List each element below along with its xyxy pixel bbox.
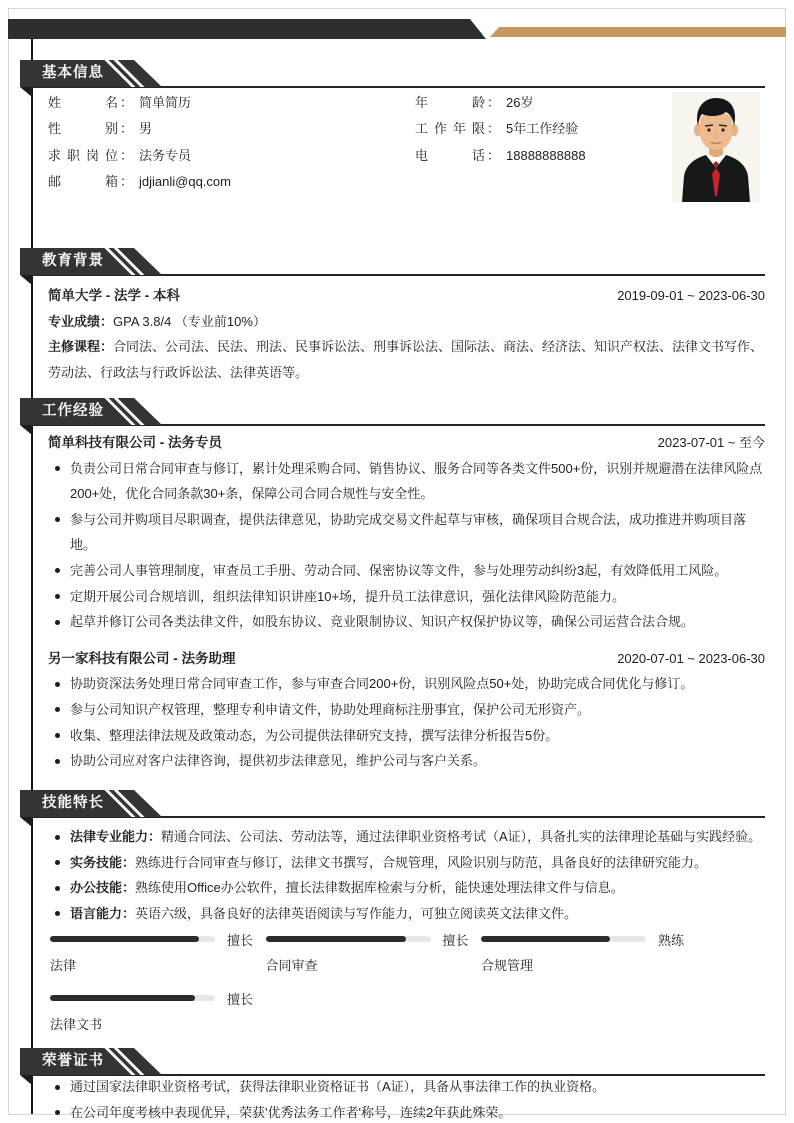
field-colon: ： bbox=[487, 121, 501, 137]
field-colon: ： bbox=[120, 95, 134, 110]
field-gender bbox=[48, 116, 388, 142]
field-work-years bbox=[415, 116, 658, 142]
skill-label: 实务技能： bbox=[70, 854, 136, 870]
education-courses-row bbox=[48, 334, 765, 385]
field-label: 邮箱 bbox=[48, 173, 118, 189]
section-title: 工作经验 bbox=[42, 403, 104, 419]
skill-name: 法律文书 bbox=[50, 1017, 103, 1032]
field-value: 法务专员 bbox=[139, 147, 192, 163]
company-position: 另一家科技有限公司 - 法务助理 bbox=[48, 650, 236, 666]
skill-bar bbox=[266, 930, 482, 975]
section-title: 荣誉证书 bbox=[42, 1053, 104, 1069]
skill-bar-fill bbox=[50, 936, 199, 942]
job-header bbox=[48, 430, 765, 456]
basic-info-left-column bbox=[48, 90, 388, 195]
skill-bars-block bbox=[50, 930, 765, 1034]
skill-label: 办公技能： bbox=[70, 880, 136, 896]
field-value: 26岁 bbox=[506, 95, 534, 110]
ribbon-stripe-icon bbox=[110, 786, 149, 821]
skill-bullet bbox=[48, 875, 765, 901]
row-label: 主修课程： bbox=[48, 339, 114, 355]
field-colon: ： bbox=[120, 147, 134, 163]
skill-text: 英语六级，具备良好的法律英语阅读与写作能力，可独立阅读英文法律文件。 bbox=[135, 905, 578, 921]
section-header-skills bbox=[20, 790, 765, 817]
job-bullet: 负责公司日常合同审查与修订，累计处理采购合同、销售协议、服务合同等各类文件500+份，识别并规避潜在法律风险点200+处，优化合同条款30+条，保障公司合同合规性与安全性。 bbox=[48, 456, 765, 507]
section-header-education bbox=[20, 248, 765, 275]
job-bullet: 完善公司人事管理制度，审查员工手册、劳动合同、保密协议等文件，参与处理劳动纠纷3起，有效降低用工风险。 bbox=[48, 558, 765, 584]
job-bullet: 参与公司知识产权管理，整理专利申请文件，协助处理商标注册事宜，保护公司无形资产。 bbox=[48, 697, 765, 723]
row-label: 专业成绩： bbox=[48, 313, 114, 329]
field-target-position bbox=[48, 143, 388, 169]
skill-level-label: 擅长 bbox=[227, 991, 254, 1007]
honors-block bbox=[48, 1074, 765, 1123]
field-value: 5年工作经验 bbox=[506, 121, 579, 137]
skill-bar-track bbox=[266, 936, 431, 942]
skill-bar-row bbox=[50, 989, 765, 1034]
job-bullet-list bbox=[48, 671, 765, 773]
skill-text: 熟练进行合同审查与修订，法律文书撰写，合规管理，风险识别与防范，具备良好的法律研究能力。 bbox=[135, 854, 708, 870]
work-block bbox=[48, 430, 765, 774]
skill-bullet bbox=[48, 901, 765, 927]
field-label: 年龄 bbox=[415, 95, 485, 110]
skill-bar-line bbox=[266, 930, 482, 948]
ribbon-stripe-icon bbox=[101, 786, 140, 821]
job-bullet: 协助公司应对客户法律咨询，提供初步法律意见，维护公司与客户关系。 bbox=[48, 748, 765, 774]
job-bullet-list bbox=[48, 456, 765, 635]
honors-bullet-list bbox=[48, 1074, 765, 1123]
job-header bbox=[48, 646, 765, 672]
top-accent-bar-gold bbox=[490, 27, 786, 37]
skill-bar bbox=[50, 989, 266, 1034]
job-dates: 2020-07-01 ~ 2023-06-30 bbox=[617, 650, 765, 666]
skill-bar bbox=[481, 930, 697, 975]
profile-photo-illustration bbox=[672, 92, 760, 202]
ribbon-fold bbox=[20, 817, 32, 827]
ribbon-fold bbox=[20, 275, 32, 285]
skill-name: 合同审查 bbox=[265, 958, 318, 973]
education-entry-header bbox=[48, 283, 765, 309]
section-header-work bbox=[20, 398, 765, 425]
section-title: 基本信息 bbox=[42, 65, 104, 81]
education-dates: 2019-09-01 ~ 2023-06-30 bbox=[617, 288, 765, 303]
left-vertical-rule bbox=[31, 39, 33, 1114]
section-title: 教育背景 bbox=[42, 253, 104, 269]
row-text: 合同法、公司法、民法、刑法、民事诉讼法、刑事诉讼法、国际法、商法、经济法、知识产权法、法律文书写作、劳动法、行政法与行政诉讼法、法律英语等。 bbox=[48, 339, 764, 380]
ribbon-fold bbox=[20, 425, 32, 435]
education-block bbox=[48, 283, 765, 385]
skill-text: 熟练使用Office办公软件，擅长法律数据库检索与分析，能快速处理法律文件与信息。 bbox=[135, 880, 624, 896]
field-age bbox=[415, 90, 658, 116]
field-label: 工作年限 bbox=[415, 121, 485, 137]
honor-bullet: 通过国家法律职业资格考试，获得法律职业资格证书（A证），具备从事法律工作的执业资格。 bbox=[48, 1074, 765, 1100]
skill-bar-track bbox=[50, 995, 215, 1001]
field-name bbox=[48, 90, 388, 116]
skill-bar-fill bbox=[50, 995, 195, 1001]
ribbon-stripe-icon bbox=[101, 244, 140, 279]
job-bullet: 收集、整理法律法规及政策动态，为公司提供法律研究支持，撰写法律分析报告5份。 bbox=[48, 723, 765, 749]
field-label: 性别 bbox=[48, 121, 118, 137]
ribbon-stripe-icon bbox=[110, 394, 149, 429]
field-value: jdjianli@qq.com bbox=[139, 173, 231, 189]
ribbon-fold bbox=[20, 1075, 32, 1085]
field-colon: ： bbox=[487, 95, 501, 110]
skill-name: 法律 bbox=[50, 958, 77, 973]
skills-bullet-list bbox=[48, 824, 765, 926]
job-bullet: 协助资深法务处理日常合同审查工作，参与审查合同200+份，识别风险点50+处，协助完成合同优化与修订。 bbox=[48, 671, 765, 697]
skill-bar-fill bbox=[266, 936, 406, 942]
field-colon: ： bbox=[120, 173, 134, 189]
field-label: 姓名 bbox=[48, 95, 118, 110]
skill-label: 法律专业能力： bbox=[70, 829, 162, 844]
row-text: GPA 3.8/4 （专业前10%） bbox=[113, 313, 266, 329]
section-header-basic-info bbox=[20, 60, 765, 87]
skill-bar-track bbox=[50, 936, 215, 942]
skill-bar-line bbox=[481, 930, 697, 948]
skill-bullet bbox=[48, 824, 765, 850]
skill-label: 语言能力： bbox=[70, 905, 136, 921]
skill-text: 精通合同法、公司法、劳动法等，通过法律职业资格考试（A证），具备扎实的法律理论基础与实践经验。 bbox=[161, 829, 762, 844]
job-bullet: 定期开展公司合规培训，组织法律知识讲座10+场，提升员工法律意识，强化法律风险防范能力。 bbox=[48, 584, 765, 610]
job-bullet: 参与公司并购项目尽职调查，提供法律意见，协助完成交易文件起草与审核，确保项目合规合法，成功推进并购项目落地。 bbox=[48, 507, 765, 558]
ribbon-stripe-icon bbox=[101, 394, 140, 429]
skill-bullet bbox=[48, 850, 765, 876]
field-value: 18888888888 bbox=[506, 147, 586, 163]
field-email bbox=[48, 169, 388, 195]
school-degree: 简单大学 - 法学 - 本科 bbox=[48, 288, 180, 303]
profile-photo bbox=[672, 92, 760, 202]
company-position: 简单科技有限公司 - 法务专员 bbox=[48, 435, 222, 450]
field-value: 男 bbox=[139, 121, 153, 137]
field-label: 电话 bbox=[415, 147, 485, 163]
field-colon: ： bbox=[120, 121, 134, 137]
field-label: 求职岗位 bbox=[48, 147, 118, 163]
top-accent-bar-black bbox=[8, 19, 486, 39]
skill-name: 合规管理 bbox=[481, 958, 534, 973]
job-dates: 2023-07-01 ~ 至今 bbox=[657, 435, 765, 450]
ribbon-stripe-icon bbox=[110, 56, 149, 91]
education-gpa-row bbox=[48, 309, 765, 335]
honor-bullet: 在公司年度考核中表现优异，荣获'优秀法务工作者'称号，连续2年获此殊荣。 bbox=[48, 1100, 765, 1123]
job-bullet: 起草并修订公司各类法律文件，如股东协议、竞业限制协议、知识产权保护协议等，确保公司运营合法合规。 bbox=[48, 609, 765, 635]
field-phone bbox=[415, 143, 658, 169]
skill-bar-track bbox=[481, 936, 646, 942]
skills-block bbox=[48, 824, 765, 926]
skill-level-label: 擅长 bbox=[442, 932, 469, 948]
skill-bar-fill bbox=[481, 936, 610, 942]
ribbon-stripe-icon bbox=[101, 56, 140, 91]
skill-level-label: 熟练 bbox=[658, 932, 685, 948]
field-colon: ： bbox=[487, 147, 501, 163]
basic-info-right-column bbox=[415, 90, 658, 169]
skill-bar-row bbox=[50, 930, 765, 975]
skill-bar bbox=[50, 930, 266, 975]
field-value: 简单简历 bbox=[139, 95, 192, 110]
skill-level-label: 擅长 bbox=[227, 932, 254, 948]
skill-bar-line bbox=[50, 930, 266, 948]
ribbon-fold bbox=[20, 87, 32, 97]
ribbon-stripe-icon bbox=[110, 244, 149, 279]
section-title: 技能特长 bbox=[42, 795, 104, 811]
section-header-honors bbox=[20, 1048, 765, 1075]
skill-bar-line bbox=[50, 989, 266, 1007]
